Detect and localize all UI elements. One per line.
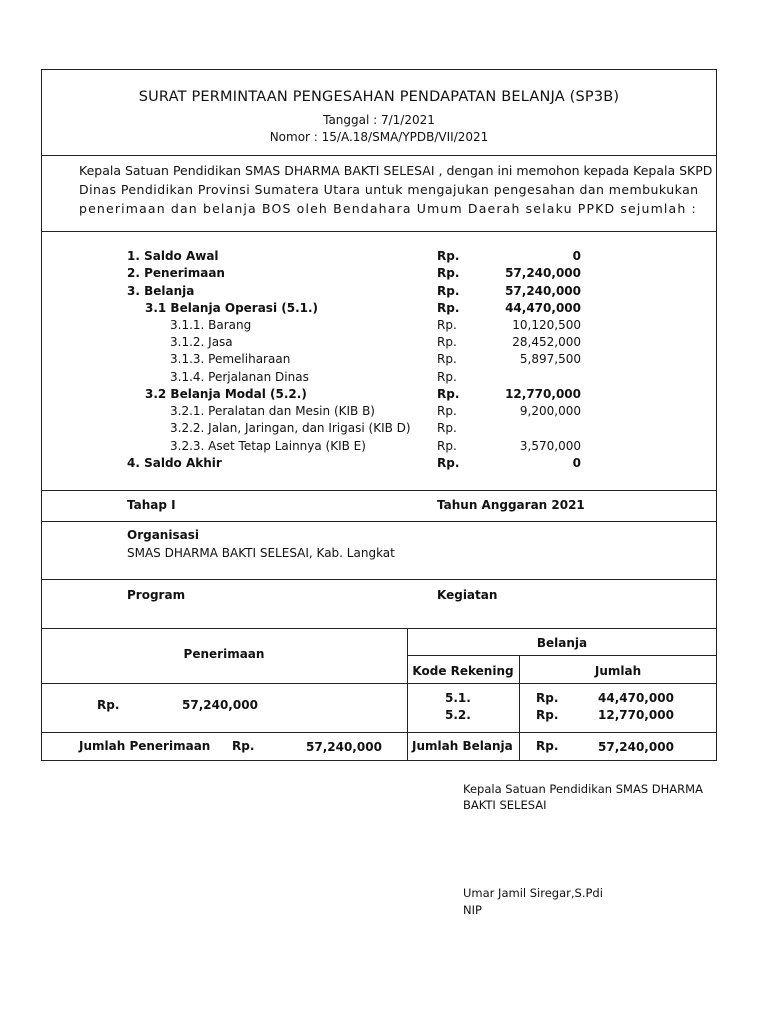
- jumlah-penerimaan-label: Jumlah Penerimaan: [79, 739, 211, 753]
- kode-rekening-header: Kode Rekening: [412, 664, 514, 678]
- jumlah-header: Jumlah: [594, 664, 642, 678]
- tahap-label: Tahap I: [127, 498, 176, 512]
- currency-label: Rp.: [437, 456, 460, 470]
- summary-label: 1. Saldo Awal: [127, 249, 219, 263]
- divider: [41, 155, 717, 156]
- currency-label: Rp.: [437, 335, 457, 349]
- summary-amount: 9,200,000: [519, 404, 581, 418]
- currency-label: Rp.: [97, 698, 120, 712]
- document-title: SURAT PERMINTAAN PENGESAHAN PENDAPATAN BELANJA (SP3B): [138, 89, 620, 105]
- summary-label: 3.2.2. Jalan, Jaringan, dan Irigasi (KIB D): [170, 421, 411, 435]
- summary-label: 3.1.2. Jasa: [170, 335, 233, 349]
- currency-label: Rp.: [437, 318, 457, 332]
- jumlah-belanja-label: Jumlah Belanja: [412, 739, 513, 753]
- summary-amount: 0: [572, 249, 581, 263]
- currency-label: Rp.: [437, 387, 460, 401]
- divider: [41, 579, 717, 580]
- summary-row: [0, 439, 768, 456]
- currency-label: Rp.: [437, 266, 460, 280]
- summary-label: 3.1.1. Barang: [170, 318, 252, 332]
- jumlah-belanja-amount: 57,240,000: [598, 740, 674, 754]
- organisasi-value: SMAS DHARMA BAKTI SELESAI, Kab. Langkat: [127, 546, 395, 560]
- intro-line: Kepala Satuan Pendidikan SMAS DHARMA BAKTI SELESAI , dengan ini memohon kepada Kepala SKPD: [79, 163, 713, 178]
- summary-row: [0, 335, 768, 352]
- summary-row: [0, 456, 768, 473]
- currency-label: Rp.: [437, 404, 457, 418]
- penerimaan-amount: 57,240,000: [182, 698, 258, 712]
- summary-row: [0, 421, 768, 438]
- summary-amount: 0: [572, 456, 581, 470]
- summary-amount: 44,470,000: [505, 301, 581, 315]
- summary-amount: 5,897,500: [519, 352, 581, 366]
- summary-label: 3.1.3. Pemeliharaan: [170, 352, 291, 366]
- signature-title-line: Kepala Satuan Pendidikan SMAS DHARMA: [463, 782, 703, 796]
- signature-title-line: BAKTI SELESAI: [463, 798, 547, 812]
- summary-amount: 57,240,000: [505, 266, 581, 280]
- summary-amount: 28,452,000: [512, 335, 581, 349]
- currency-label: Rp.: [536, 691, 559, 705]
- kegiatan-label: Kegiatan: [437, 588, 498, 602]
- organisasi-label: Organisasi: [127, 528, 199, 542]
- penerimaan-header: Penerimaan: [183, 647, 265, 661]
- divider: [407, 655, 717, 656]
- currency-label: Rp.: [437, 249, 460, 263]
- fiscal-year: Tahun Anggaran 2021: [437, 498, 585, 512]
- summary-row: [0, 301, 768, 318]
- divider: [41, 490, 717, 491]
- intro-paragraph: [79, 161, 713, 218]
- summary-amount: 3,570,000: [519, 439, 581, 453]
- summary-row: [0, 370, 768, 387]
- summary-label: 3.2.3. Aset Tetap Lainnya (KIB E): [170, 439, 366, 453]
- belanja-amount: 44,470,000: [598, 691, 674, 705]
- jumlah-penerimaan-amount: 57,240,000: [306, 740, 382, 754]
- signature-nip: NIP: [463, 903, 482, 917]
- summary-row: [0, 318, 768, 335]
- intro-line: Dinas Pendidikan Provinsi Sumatera Utara untuk mengajukan pengesahan dan membukukan: [79, 182, 699, 197]
- divider: [41, 732, 717, 733]
- summary-label: 3. Belanja: [127, 284, 195, 298]
- currency-label: Rp.: [437, 301, 460, 315]
- currency-label: Rp.: [437, 421, 457, 435]
- program-label: Program: [127, 588, 186, 602]
- summary-row: [0, 352, 768, 369]
- currency-label: Rp.: [232, 739, 255, 753]
- summary-row: [0, 284, 768, 301]
- currency-label: Rp.: [437, 439, 457, 453]
- summary-label: 3.1 Belanja Operasi (5.1.): [145, 301, 319, 315]
- divider: [41, 521, 717, 522]
- summary-row: [0, 266, 768, 283]
- document-number: Nomor : 15/A.18/SMA/YPDB/VII/2021: [269, 130, 489, 144]
- summary-amount: 12,770,000: [505, 387, 581, 401]
- summary-label: 4. Saldo Akhir: [127, 456, 222, 470]
- belanja-amount: 12,770,000: [598, 708, 674, 722]
- summary-label: 2. Penerimaan: [127, 266, 225, 280]
- currency-label: Rp.: [536, 708, 559, 722]
- summary-label: 3.2.1. Peralatan dan Mesin (KIB B): [170, 404, 375, 418]
- kode-rekening: 5.2.: [445, 708, 471, 722]
- summary-amount: 10,120,500: [512, 318, 581, 332]
- signature-title: [463, 781, 703, 813]
- divider: [41, 231, 717, 232]
- summary-amount: 57,240,000: [505, 284, 581, 298]
- currency-label: Rp.: [437, 370, 457, 384]
- currency-label: Rp.: [437, 352, 457, 366]
- summary-row: [0, 404, 768, 421]
- signature-name: Umar Jamil Siregar,S.Pdi: [463, 886, 603, 900]
- belanja-header: Belanja: [536, 636, 588, 650]
- document-date: Tanggal : 7/1/2021: [323, 113, 435, 127]
- summary-row: [0, 387, 768, 404]
- summary-row: [0, 249, 768, 266]
- summary-label: 3.2 Belanja Modal (5.2.): [145, 387, 307, 401]
- summary-label: 3.1.4. Perjalanan Dinas: [170, 370, 309, 384]
- currency-label: Rp.: [437, 284, 460, 298]
- currency-label: Rp.: [536, 739, 559, 753]
- divider: [41, 683, 717, 684]
- intro-line: penerimaan dan belanja BOS oleh Bendahara Umum Daerah selaku PPKD sejumlah :: [79, 201, 697, 216]
- divider: [41, 628, 717, 629]
- kode-rekening: 5.1.: [445, 691, 471, 705]
